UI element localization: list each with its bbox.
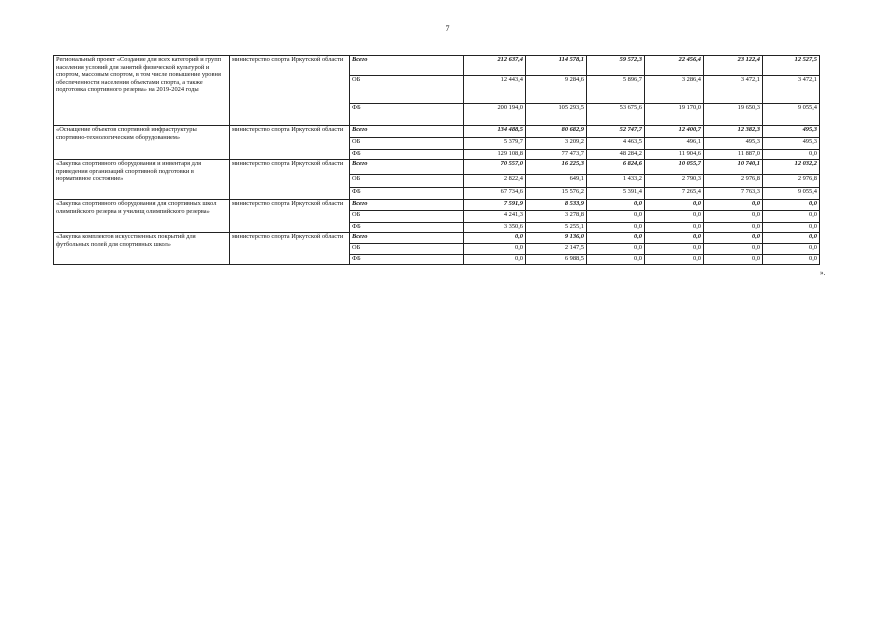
amount-cell: 0,0 (587, 255, 645, 265)
amount-cell: 48 284,2 (587, 150, 645, 160)
amount-cell: 105 293,5 (526, 104, 587, 126)
amount-cell: 495,3 (763, 138, 820, 150)
amount-cell: 7 265,4 (645, 188, 704, 200)
amount-cell: 0,0 (704, 223, 763, 233)
table-row (54, 233, 820, 244)
amount-cell: 59 572,3 (587, 56, 645, 76)
amount-cell: 200 194,0 (464, 104, 526, 126)
amount-cell: 2 147,5 (526, 244, 587, 255)
amount-cell: 12 032,2 (763, 160, 820, 175)
executor-cell: министерство спорта Иркутской области (230, 233, 350, 265)
amount-cell: 11 904,6 (645, 150, 704, 160)
amount-cell: 5 379,7 (464, 138, 526, 150)
amount-cell: 12 443,4 (464, 76, 526, 104)
amount-cell: 0,0 (645, 233, 704, 244)
amount-cell: 9 136,0 (526, 233, 587, 244)
amount-cell: 3 209,2 (526, 138, 587, 150)
funding-source-cell: ФБ (350, 150, 464, 160)
amount-cell: 5 255,1 (526, 223, 587, 233)
amount-cell: 6 824,6 (587, 160, 645, 175)
amount-cell: 12 382,3 (704, 126, 763, 138)
amount-cell: 114 578,1 (526, 56, 587, 76)
amount-cell: 3 286,4 (645, 76, 704, 104)
amount-cell: 22 456,4 (645, 56, 704, 76)
amount-cell: 12 527,5 (763, 56, 820, 76)
amount-cell: 0,0 (763, 200, 820, 211)
amount-cell: 52 747,7 (587, 126, 645, 138)
amount-cell: 212 637,4 (464, 56, 526, 76)
funding-source-cell: ОБ (350, 244, 464, 255)
funding-source-cell: Всего (350, 160, 464, 175)
amount-cell: 70 557,0 (464, 160, 526, 175)
amount-cell: 15 576,2 (526, 188, 587, 200)
amount-cell: 0,0 (763, 255, 820, 265)
page-number: 7 (445, 24, 450, 33)
amount-cell: 0,0 (587, 211, 645, 223)
amount-cell: 2 976,8 (704, 175, 763, 188)
funding-source-cell: ОБ (350, 211, 464, 223)
amount-cell: 19 650,3 (704, 104, 763, 126)
amount-cell: 129 108,8 (464, 150, 526, 160)
amount-cell: 495,3 (704, 138, 763, 150)
amount-cell: 0,0 (704, 211, 763, 223)
amount-cell: 19 170,0 (645, 104, 704, 126)
amount-cell: 0,0 (587, 244, 645, 255)
amount-cell: 16 225,3 (526, 160, 587, 175)
table-row (54, 160, 820, 175)
amount-cell: 3 472,1 (704, 76, 763, 104)
amount-cell: 3 278,8 (526, 211, 587, 223)
amount-cell: 0,0 (763, 150, 820, 160)
amount-cell: 649,1 (526, 175, 587, 188)
amount-cell: 0,0 (587, 200, 645, 211)
amount-cell: 0,0 (587, 233, 645, 244)
amount-cell: 9 284,6 (526, 76, 587, 104)
funding-source-cell: ФБ (350, 255, 464, 265)
amount-cell: 2 790,3 (645, 175, 704, 188)
amount-cell: 23 122,4 (704, 56, 763, 76)
budget-table (53, 55, 820, 265)
amount-cell: 4 241,3 (464, 211, 526, 223)
amount-cell: 7 591,9 (464, 200, 526, 211)
amount-cell: 7 763,3 (704, 188, 763, 200)
measure-name-cell: «Закупка комплектов искусственных покрытий для футбольных полей для спортивных школ» (54, 233, 230, 265)
table-row (54, 56, 820, 76)
measure-name-cell: «Закупка спортивного оборудования для спортивных школ олимпийского резерва и училищ олимпийского резерва» (54, 200, 230, 233)
amount-cell: 5 896,7 (587, 76, 645, 104)
amount-cell: 9 055,4 (763, 104, 820, 126)
amount-cell: 0,0 (704, 244, 763, 255)
amount-cell: 11 887,0 (704, 150, 763, 160)
amount-cell: 2 822,4 (464, 175, 526, 188)
amount-cell: 8 533,9 (526, 200, 587, 211)
amount-cell: 0,0 (704, 255, 763, 265)
amount-cell: 0,0 (645, 200, 704, 211)
amount-cell: 0,0 (763, 233, 820, 244)
amount-cell: 53 675,6 (587, 104, 645, 126)
funding-source-cell: ФБ (350, 104, 464, 126)
amount-cell: 0,0 (704, 200, 763, 211)
amount-cell: 3 350,6 (464, 223, 526, 233)
executor-cell: министерство спорта Иркутской области (230, 200, 350, 233)
amount-cell: 12 400,7 (645, 126, 704, 138)
amount-cell: 6 988,5 (526, 255, 587, 265)
amount-cell: 10 740,1 (704, 160, 763, 175)
table-row (54, 200, 820, 211)
budget-table-body (54, 56, 820, 265)
measure-name-cell: «Закупка спортивного оборудования и инвентаря для приведения организаций спортивной подготовки в нормативное состояние» (54, 160, 230, 200)
funding-source-cell: Всего (350, 56, 464, 76)
amount-cell: 0,0 (645, 255, 704, 265)
funding-source-cell: ОБ (350, 175, 464, 188)
amount-cell: 0,0 (763, 223, 820, 233)
amount-cell: 5 391,4 (587, 188, 645, 200)
amount-cell: 9 055,4 (763, 188, 820, 200)
funding-source-cell: Всего (350, 126, 464, 138)
amount-cell: 4 463,5 (587, 138, 645, 150)
funding-source-cell: ФБ (350, 188, 464, 200)
amount-cell: 0,0 (464, 233, 526, 244)
amount-cell: 0,0 (464, 244, 526, 255)
funding-source-cell: ОБ (350, 76, 464, 104)
funding-source-cell: ФБ (350, 223, 464, 233)
executor-cell: министерство спорта Иркутской области (230, 160, 350, 200)
amount-cell: 0,0 (645, 223, 704, 233)
amount-cell: 0,0 (464, 255, 526, 265)
amount-cell: 10 055,7 (645, 160, 704, 175)
executor-cell: министерство спорта Иркутской области (230, 56, 350, 126)
closing-quote-mark: ». (820, 269, 826, 277)
executor-cell: министерство спорта Иркутской области (230, 126, 350, 160)
amount-cell: 0,0 (645, 244, 704, 255)
funding-source-cell: Всего (350, 200, 464, 211)
amount-cell: 80 682,9 (526, 126, 587, 138)
amount-cell: 2 976,8 (763, 175, 820, 188)
amount-cell: 77 473,7 (526, 150, 587, 160)
amount-cell: 3 472,1 (763, 76, 820, 104)
amount-cell: 134 488,5 (464, 126, 526, 138)
amount-cell: 496,1 (645, 138, 704, 150)
funding-source-cell: Всего (350, 233, 464, 244)
measure-name-cell: Региональный проект «Создание для всех категорий и групп населения условий для занятий физической культурой и спортом, массовым спортом, в том числе повышение уровня обеспеченности населения объектами спорта, а также подготовка спортивного резерва» на 2019-2024 годы (54, 56, 230, 126)
amount-cell: 0,0 (763, 244, 820, 255)
table-row (54, 126, 820, 138)
amount-cell: 0,0 (704, 233, 763, 244)
amount-cell: 0,0 (587, 223, 645, 233)
funding-source-cell: ОБ (350, 138, 464, 150)
measure-name-cell: «Оснащение объектов спортивной инфраструктуры спортивно-технологическим оборудованием» (54, 126, 230, 160)
amount-cell: 1 433,2 (587, 175, 645, 188)
amount-cell: 0,0 (645, 211, 704, 223)
amount-cell: 495,3 (763, 126, 820, 138)
amount-cell: 67 734,6 (464, 188, 526, 200)
amount-cell: 0,0 (763, 211, 820, 223)
